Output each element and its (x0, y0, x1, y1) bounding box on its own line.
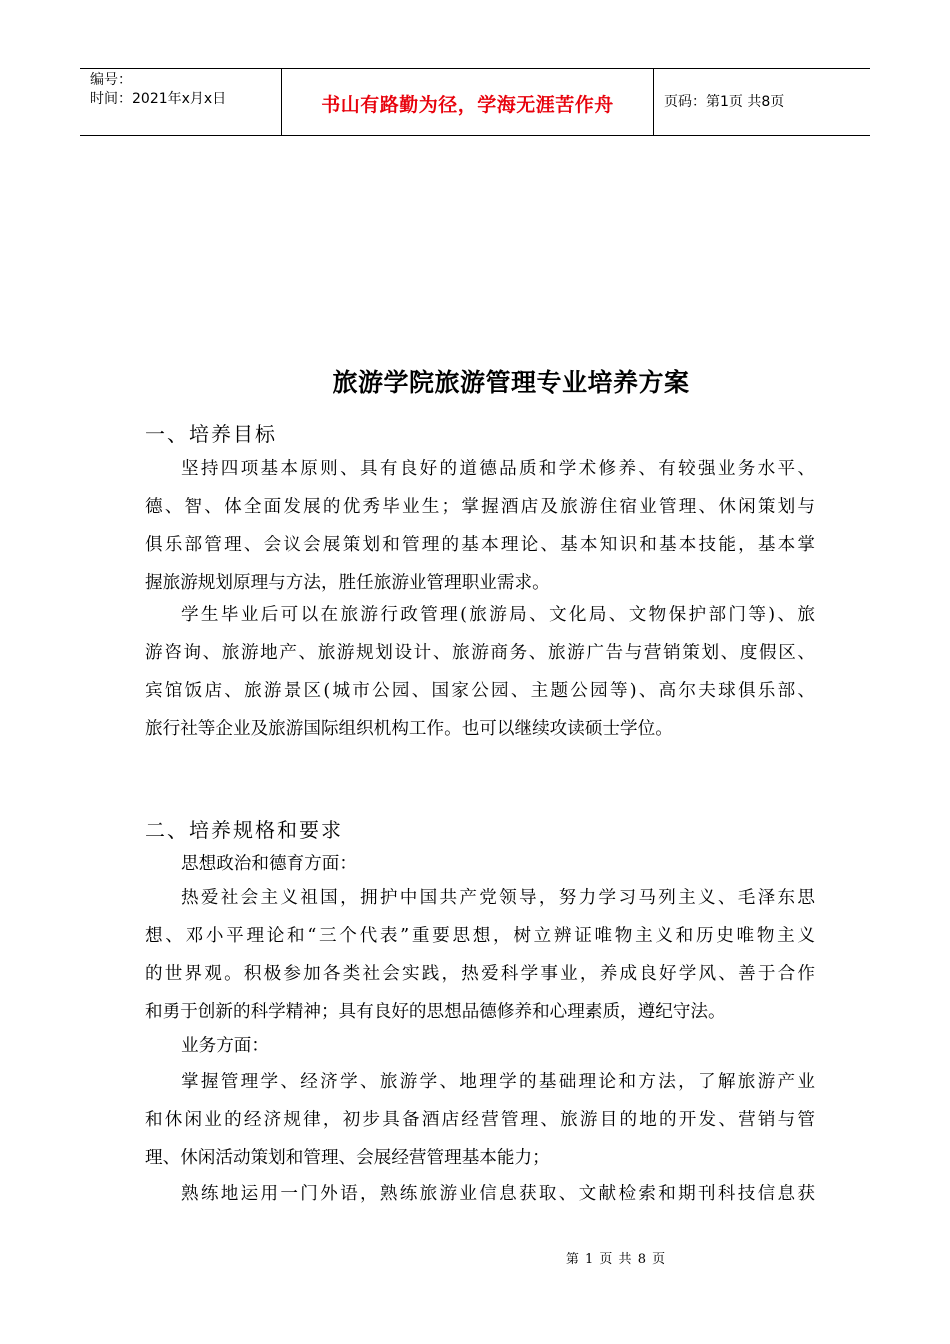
para4-line-2: 和休闲业的经济规律，初步具备酒店经营管理、旅游目的地的开发、营销与管 (145, 1110, 815, 1130)
para2-line-3: 宾馆饭店、旅游景区(城市公园、国家公园、主题公园等)、高尔夫球俱乐部、 (145, 681, 815, 701)
para3-line-1: 热爱社会主义祖国，拥护中国共产党领导，努力学习马列主义、毛泽东思 (181, 888, 815, 908)
para2-line-2: 游咨询、旅游地产、旅游规划设计、旅游商务、旅游广告与营销策划、度假区、 (145, 643, 815, 663)
number-label: 编号： (90, 72, 132, 88)
section-heading-1: 一、培养目标 (145, 422, 277, 446)
page-header (80, 68, 870, 136)
header-page-cell (654, 69, 870, 135)
para2-line-4: 旅行社等企业及旅游国际组织机构工作。也可以继续攻读硕士学位。 (145, 719, 673, 739)
para1-line-1: 坚持四项基本原则、具有良好的道德品质和学术修养、有较强业务水平、 (181, 459, 815, 479)
para3-line-2: 想、邓小平理论和“三个代表”重要思想，树立辨证唯物主义和历史唯物主义 (145, 926, 815, 946)
page-info: 页码：第1页 共8页 (664, 94, 785, 110)
para3-line-4: 和勇于创新的科学精神；具有良好的思想品德修养和心理素质，遵纪守法。 (145, 1002, 726, 1022)
page-footer: 第 1 页 共 8 页 (565, 1252, 667, 1267)
header-motto-cell (282, 69, 654, 135)
para4-line-3: 理、休闲活动策划和管理、会展经营管理基本能力； (145, 1148, 550, 1168)
sub-heading-business: 业务方面： (181, 1036, 269, 1056)
para2-line-1: 学生毕业后可以在旅游行政管理(旅游局、文化局、文物保护部门等)、旅 (181, 605, 815, 625)
para4-line-1: 掌握管理学、经济学、旅游学、地理学的基础理论和方法，了解旅游产业 (181, 1072, 815, 1092)
header-meta-cell (80, 69, 282, 135)
para1-line-2: 德、智、体全面发展的优秀毕业生；掌握酒店及旅游住宿业管理、休闲策划与 (145, 497, 815, 517)
motto-text: 书山有路勤为径，学海无涯苦作舟 (321, 93, 614, 116)
para5-line-1: 熟练地运用一门外语，熟练旅游业信息获取、文献检索和期刊科技信息获 (181, 1184, 815, 1204)
para3-line-3: 的世界观。积极参加各类社会实践，热爱科学事业，养成良好学风、善于合作 (145, 964, 815, 984)
section-heading-2: 二、培养规格和要求 (145, 818, 343, 842)
para1-line-4: 握旅游规划原理与方法，胜任旅游业管理职业需求。 (145, 573, 550, 593)
time-label: 时间：2021年x月x日 (90, 91, 227, 107)
sub-heading-ideology: 思想政治和德育方面： (181, 854, 357, 874)
document-title: 旅游学院旅游管理专业培养方案 (332, 368, 690, 397)
para1-line-3: 俱乐部管理、会议会展策划和管理的基本理论、基本知识和基本技能，基本掌 (145, 535, 815, 555)
